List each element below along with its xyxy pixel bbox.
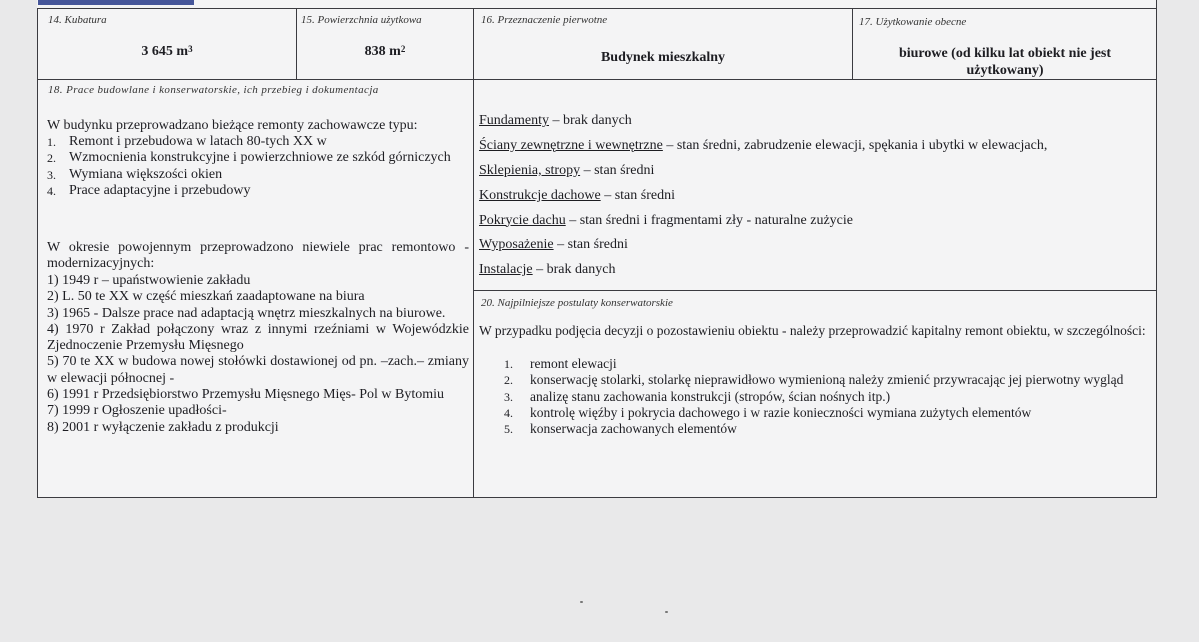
kubatura-label: 14. Kubatura: [48, 14, 107, 26]
top-color-bar: [38, 0, 194, 5]
list-item: Instalacje – brak danych: [479, 262, 616, 278]
grid-line: [37, 8, 1157, 9]
list-item: Wyposażenie – stan średni: [479, 237, 628, 253]
prace-intro2: W okresie powojennym przeprowadzono niewiele prac remontowo - modernizacyjnych:: [47, 240, 469, 272]
history-item: 7) 1999 r Ogłoszenie upadłości-: [47, 403, 227, 419]
prace-label: 18. Prace budowlane i konserwatorskie, ich przebieg i dokumentacja: [48, 84, 379, 96]
powierzchnia-value: 838 $m^2$: [364, 44, 406, 59]
postulaty-list: [504, 356, 1152, 437]
stan-list: [479, 113, 1149, 287]
history-item: 6) 1991 r Przedsiębiorstwo Przemysłu Mięsnego Mięs- Pol w Bytomiu: [47, 387, 445, 403]
list-item: 3. analizę stanu zachowania konstrukcji (stropów, ścian nośnych itp.): [504, 388, 891, 404]
uzytkowanie-value: biurowe (od kilku lat obiekt nie jest użytkowany): [898, 46, 1112, 78]
prace-history: [47, 273, 469, 436]
grid-line: [37, 497, 1157, 498]
grid-line: [37, 79, 1157, 80]
list-item: 5. konserwacja zachowanych elementów: [504, 421, 737, 437]
history-item: 2) L. 50 te XX w część mieszkań zaadaptowane na biura: [47, 289, 365, 305]
grid-line: [473, 290, 1157, 291]
grid-line: [1156, 0, 1157, 498]
scan-speck: [580, 601, 583, 603]
history-item: 8) 2001 r wyłączenie zakładu z produkcji: [47, 419, 279, 435]
list-item: 1. Remont i przebudowa w latach 80-tych XX w: [47, 134, 327, 149]
postulaty-intro: W przypadku podjęcia decyzji o pozostawieniu obiektu - należy przeprowadzić kapitalny remont obiektu, w szczególności:: [479, 323, 1146, 338]
list-item: Pokrycie dachu – stan średni i fragmentami zły - naturalne zużycie: [479, 212, 853, 228]
postulaty-label: 20. Najpilniejsze postulaty konserwatorskie: [481, 297, 673, 309]
grid-line: [852, 8, 853, 80]
scan-speck: [665, 611, 668, 613]
list-item: 1. remont elewacji: [504, 356, 617, 371]
uzytkowanie-label: 17. Użytkowanie obecne: [859, 16, 967, 28]
list-item: 4. kontrolę więźby i pokrycia dachowego i w razie konieczności wymiana zużytych elementów: [504, 404, 1032, 420]
prace-list: [47, 134, 467, 199]
przeznaczenie-label: 16. Przeznaczenie pierwotne: [481, 14, 608, 26]
kubatura-value: 3 645 $m^3$: [141, 44, 193, 59]
history-item: 1) 1949 r – upaństwowienie zakładu: [47, 273, 251, 288]
prace-intro: W budynku przeprowadzano bieżące remonty zachowawcze typu:: [47, 118, 418, 133]
history-item: 4) 1970 r Zakład połączony wraz z innymi rzeźniami w Wojewódzkie Zjednoczenie Przemysłu Mięsnego: [47, 321, 469, 354]
list-item: 2. konserwację stolarki, stolarkę nieprawidłowo wymienioną należy zmienić przywracając jej pierwotny wygląd: [504, 372, 1124, 388]
list-item: 3. Wymiana większości okien: [47, 166, 223, 182]
list-item: Ściany zewnętrzne i wewnętrzne – stan średni, zabrudzenie elewacji, spękania i ubytki w elewacjach,: [479, 137, 1048, 153]
list-item: Fundamenty – brak danych: [479, 113, 632, 128]
list-item: 2. Wzmocnienia konstrukcyjne i powierzchniowe ze szkód górniczych: [47, 150, 451, 166]
grid-line: [37, 8, 38, 498]
przeznaczenie-value: Budynek mieszkalny: [600, 50, 726, 65]
history-item: 3) 1965 - Dalsze prace nad adaptacją wnętrz mieszkalnych na biurowe.: [47, 305, 446, 321]
powierzchnia-label: 15. Powierzchnia użytkowa: [301, 14, 422, 26]
history-item: 5) 70 te XX w budowa nowej stołówki dostawionej od pn. –zach.– zmiany w elewacji północnej -: [47, 354, 469, 386]
list-item: Konstrukcje dachowe – stan średni: [479, 187, 675, 203]
list-item: 4. Prace adaptacyjne i przebudowy: [47, 182, 251, 198]
list-item: Sklepienia, stropy – stan średni: [479, 162, 655, 178]
grid-line: [473, 8, 474, 498]
